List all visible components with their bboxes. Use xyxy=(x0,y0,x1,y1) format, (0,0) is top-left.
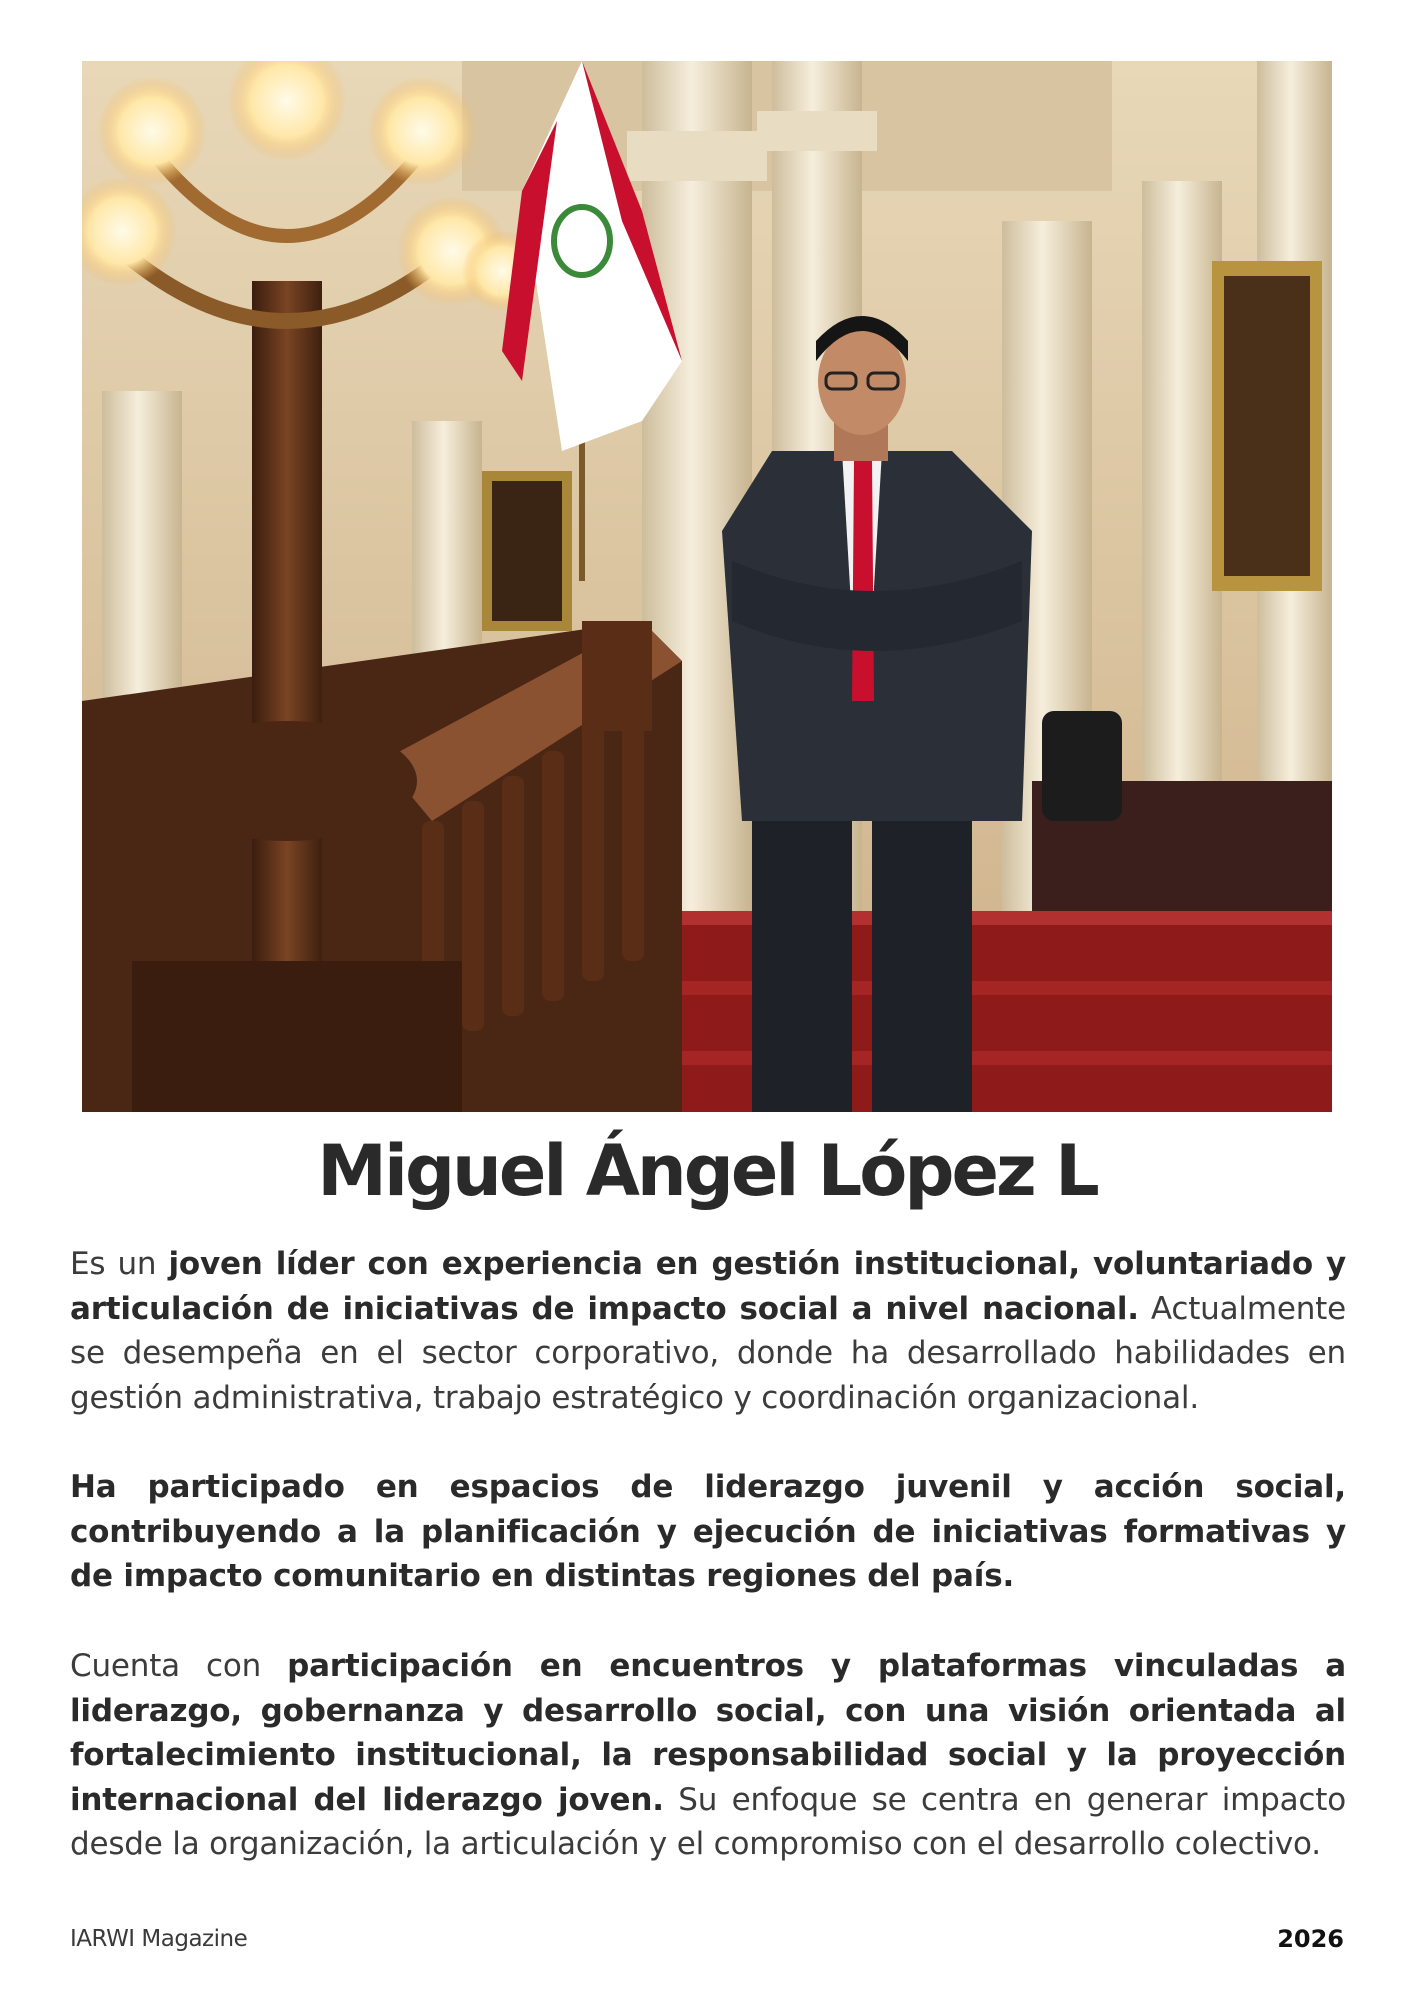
bio-span-bold: participación en encuentros y plataformas vinculadas a liderazgo, gobernanza y desarrollo social, con una visión orientada al fortalecimiento institucional, la responsabilidad social y la proyección internacional del liderazgo joven. xyxy=(70,1648,1346,1818)
person-name: Miguel Ángel López L xyxy=(317,1130,1097,1212)
bio-span-bold: Ha participado en espacios de liderazgo juvenil y acción social, contribuyendo a la planificación y ejecución de iniciativas formativas y de impacto comunitario en distintas regiones del país. xyxy=(70,1469,1346,1594)
portrait-illustration xyxy=(82,61,1332,1112)
bio-span: Su enfoque se centra en generar impacto desde la organización, la articulación y el compromiso con el desarrollo colectivo. xyxy=(70,1781,1346,1862)
bio-paragraph-1 xyxy=(70,1242,1346,1420)
bio-paragraph-3 xyxy=(70,1644,1346,1867)
bio-span-bold: joven líder con experiencia en gestión institucional, voluntariado y articulación de iniciativas de impacto social a nivel nacional. xyxy=(70,1246,1346,1327)
bio-span: Actualmente se desempeña en el sector corporativo, donde ha desarrollado habilidades en gestión administrativa, trabajo estratégico y coordinación organizacional. xyxy=(70,1290,1346,1416)
publication-name: IARWI Magazine xyxy=(70,1926,248,1952)
publication-year: 2026 xyxy=(1277,1925,1344,1953)
bio-paragraph-2 xyxy=(70,1465,1346,1599)
bio-span: Cuenta con xyxy=(70,1648,288,1684)
bio-span: Es un xyxy=(70,1246,169,1282)
portrait-photo xyxy=(82,61,1332,1112)
